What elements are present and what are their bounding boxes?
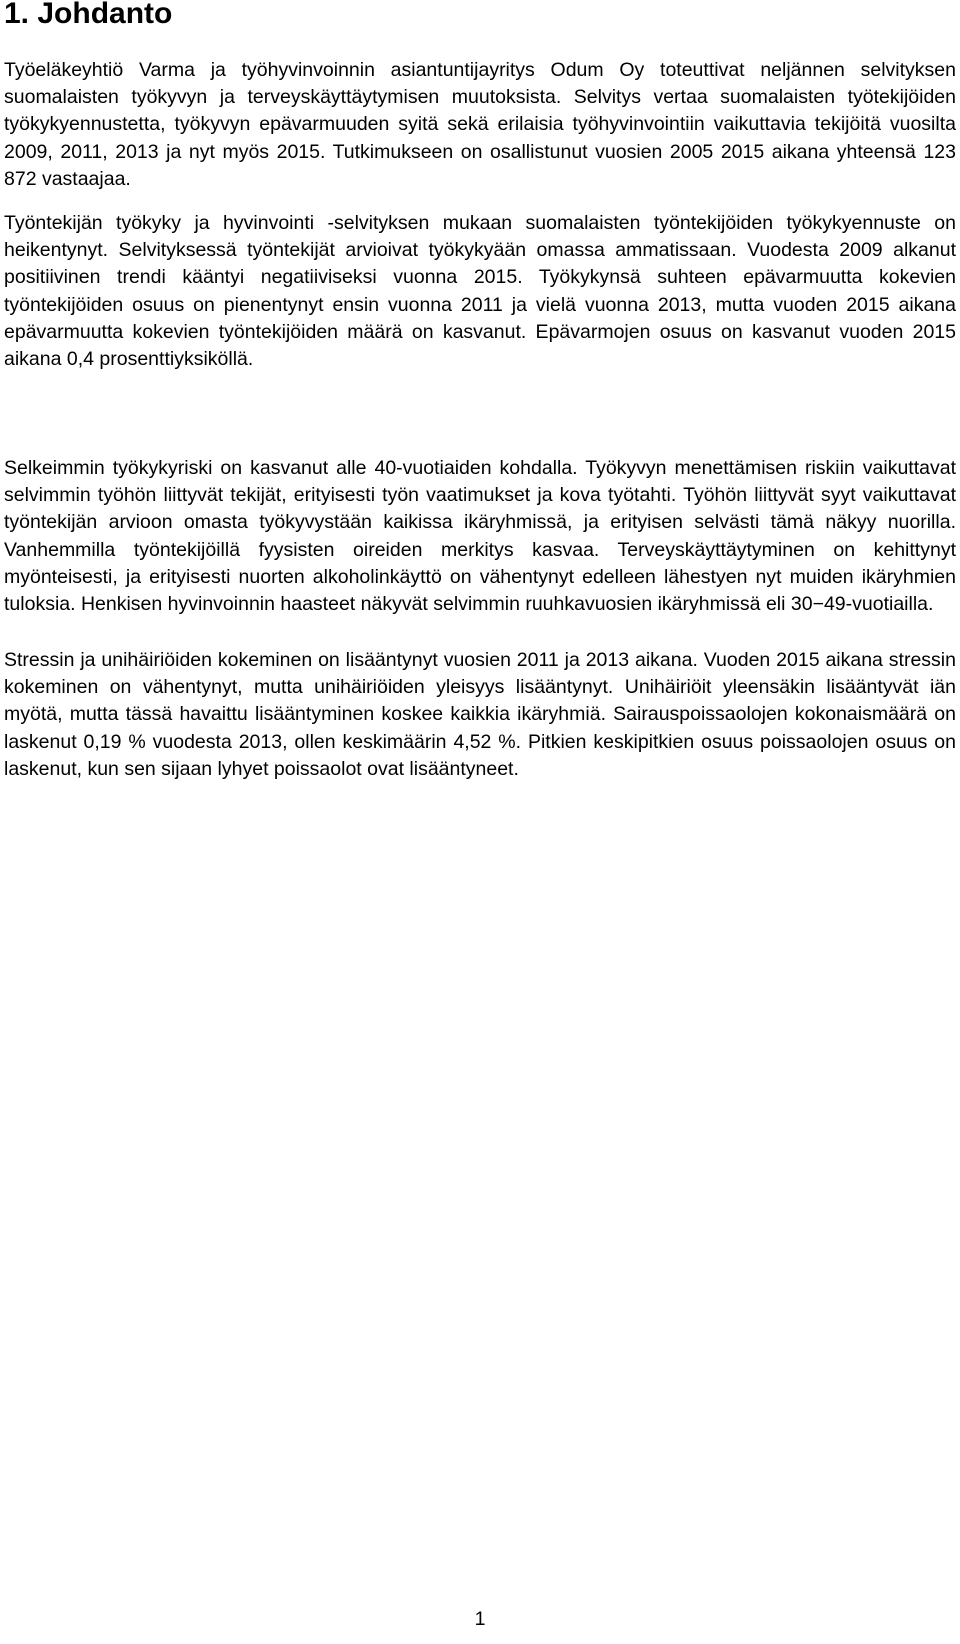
page-number: 1 <box>474 1608 486 1630</box>
paragraph-risk-factors: Selkeimmin työkykyriski on kasvanut alle 40-vuotiaiden kohdalla. Työkyvyn menettämisen riskiin vaikuttavat selvimmin työhön liittyvät tekijät, erityisesti työn vaatimukset ja kova työtahti. Työhön liittyvät syyt vaikuttavat työntekijän arvioon omasta työkyvystään kaikissa ikäryhmissä, ja erityisen selvästi tämä näkyy nuorilla. Vanhemmilla työntekijöillä fyysisten oireiden merkitys kasvaa. Terveyskäyttäytyminen on kehittynyt myönteisesti, ja erityisesti nuorten alkoholinkäyttö on vähentynyt edelleen lähestyen nyt muiden ikäryhmien tuloksia. Henkisen hyvinvoinnin haasteet näkyvät selvimmin ruuhkavuosien ikäryhmissä eli 30−49-vuotiailla. <box>4 457 956 616</box>
section-heading: 1. Johdanto <box>4 0 173 30</box>
paragraph-introduction: Työeläkeyhtiö Varma ja työhyvinvoinnin asiantuntijayritys Odum Oy toteuttivat neljännen selvityksen suomalaisten työkyvyn ja terveyskäyttäytymisen muutoksista. Selvitys vertaa suomalaisten työtekijöiden työkykyennustetta, työkyvyn epävarmuuden syitä sekä erilaisia työhyvinvointiin vaikuttavia tekijöitä vuosilta 2009, 2011, 2013 ja nyt myös 2015. Tutkimukseen on osallistunut vuosien 2005 2015 aikana yhteensä 123 872 vastaajaa. <box>4 59 956 190</box>
paragraph-work-ability: Työntekijän työkyky ja hyvinvointi -selvityksen mukaan suomalaisten työntekijöiden työkykyennuste on heikentynyt. Selvityksessä työntekijät arvioivat työkykyään omassa ammatissaan. Vuodesta 2009 alkanut positiivinen trendi kääntyi negatiiviseksi vuonna 2015. Työkykynsä suhteen epävarmuutta kokevien työntekijöiden osuus on pienentynyt ensin vuonna 2011 ja vielä vuonna 2013, mutta vuoden 2015 aikana epävarmuutta kokevien työntekijöiden määrä on kasvanut. Epävarmojen osuus on kasvanut vuoden 2015 aikana 0,4 prosenttiyksiköllä. <box>4 212 956 371</box>
paragraph-stress-sleep: Stressin ja unihäiriöiden kokeminen on lisääntynyt vuosien 2011 ja 2013 aikana. Vuoden 2015 aikana stressin kokeminen on vähentynyt, mutta unihäiriöiden yleisyys lisääntynyt. Unihäiriöit yleensäkin lisääntyvät iän myötä, mutta tässä havaittu lisääntyminen koskee kaikkia ikäryhmiä. Sairauspoissaolojen kokonaismäärä on laskenut 0,19 % vuodesta 2013, ollen keskimäärin 4,52 %. Pitkien keskipitkien osuus poissaolojen osuus on laskenut, kun sen sijaan lyhyet poissaolot ovat lisääntyneet. <box>4 649 956 780</box>
